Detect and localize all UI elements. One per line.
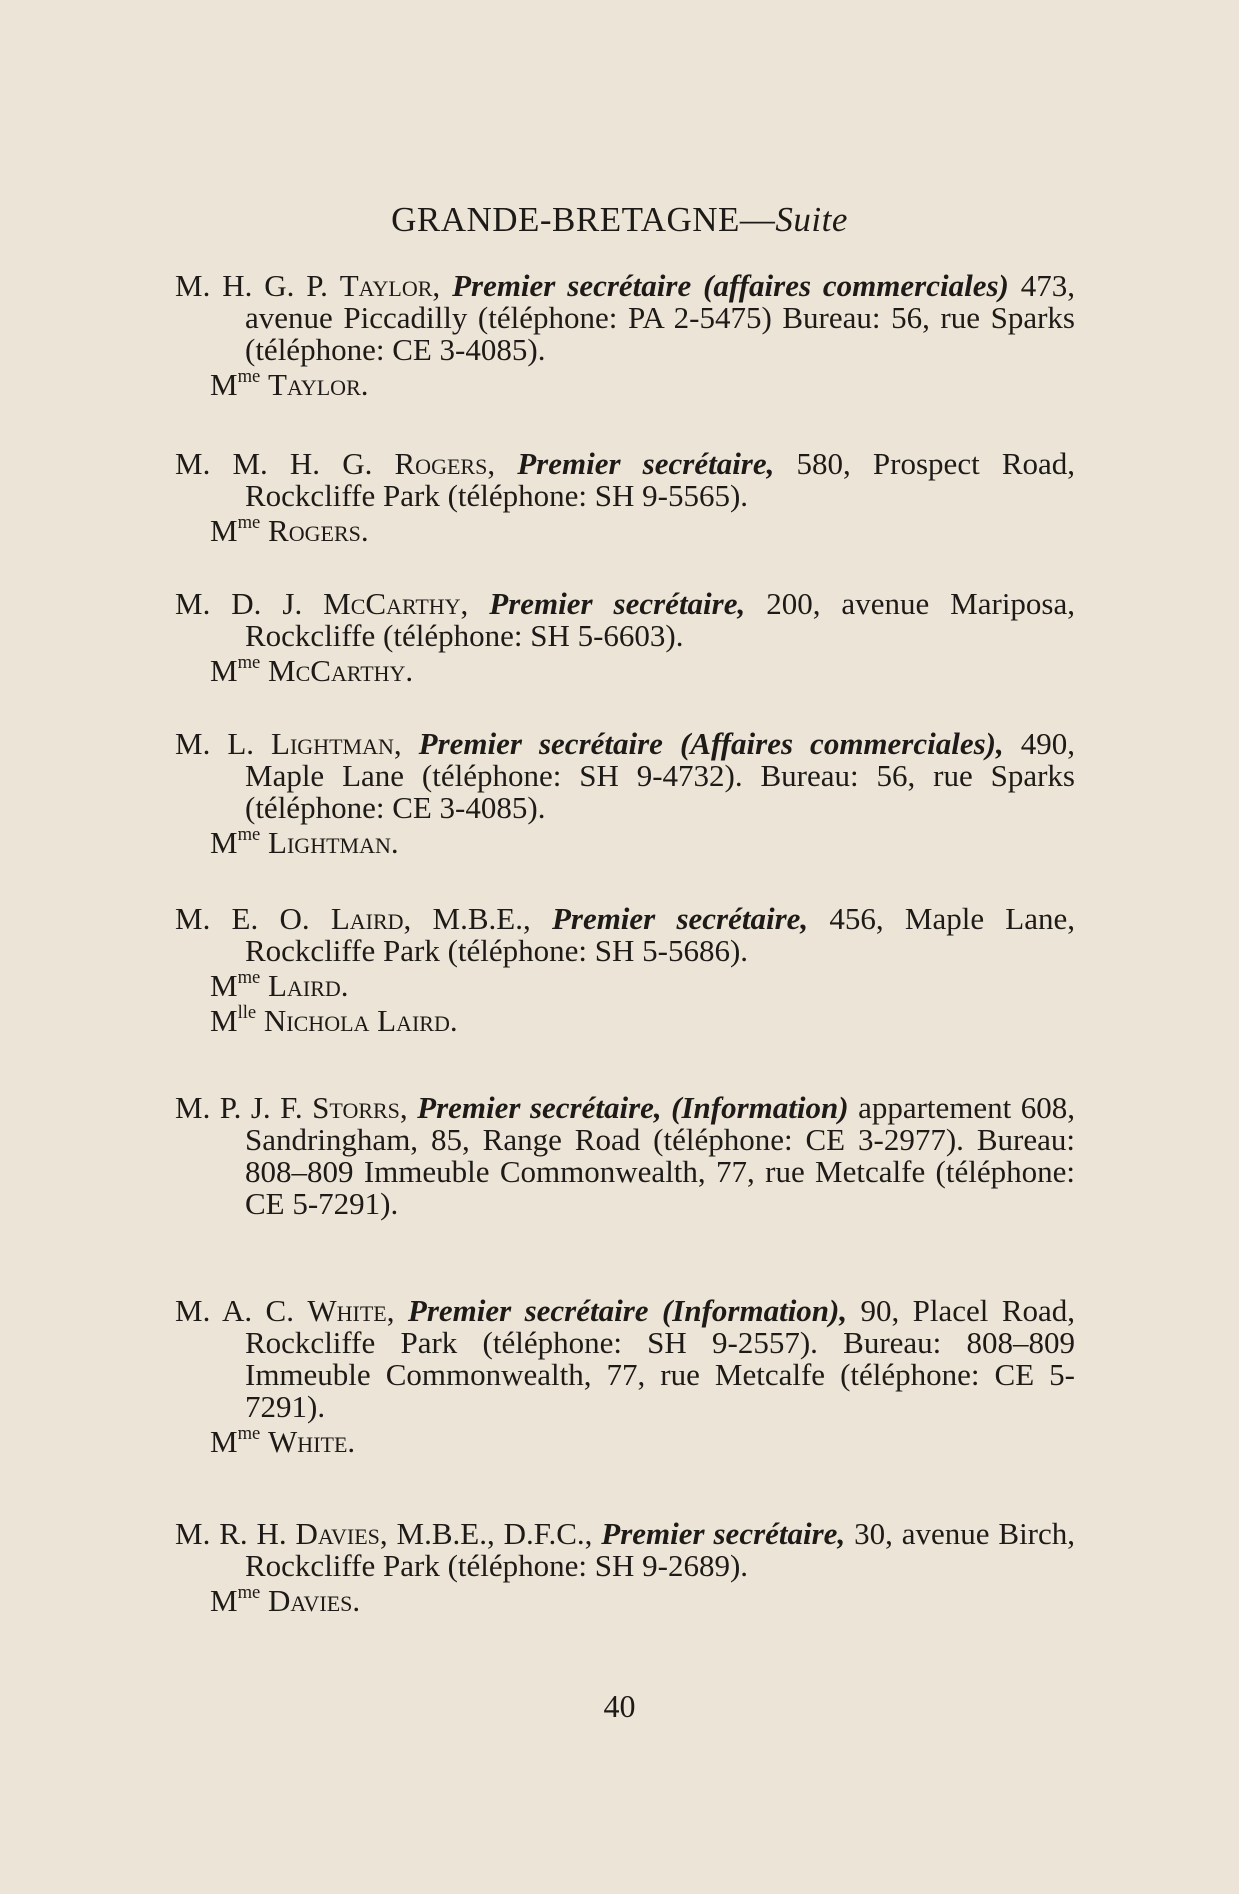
entry-honours: ,	[393, 726, 419, 761]
entry-prefix: M. H. G. P.	[175, 268, 340, 303]
spouse-title-sup: me	[237, 966, 261, 988]
entry-title: Premier secrétaire,	[517, 446, 775, 481]
spouse-suffix: .	[390, 825, 399, 860]
directory-entry	[175, 903, 1075, 1037]
spouse-suffix: .	[352, 1583, 361, 1618]
spouse-suffix: .	[405, 653, 414, 688]
spouse-suffix: .	[360, 367, 369, 402]
entry-prefix: M. E. O.	[175, 901, 331, 936]
page-header	[0, 200, 1239, 240]
entry-main-text	[175, 588, 1075, 652]
spouse-name: Nichola Laird	[263, 1003, 450, 1038]
spouse-prefix: M	[210, 1583, 238, 1618]
entry-title: Premier secrétaire,	[489, 586, 746, 621]
spouse-title-sup: me	[237, 511, 261, 533]
spouse-line	[175, 511, 1075, 548]
entry-name: Davies	[295, 1516, 380, 1551]
spouse-name: Laird	[268, 968, 341, 1003]
entry-title: Premier secrétaire,	[601, 1516, 846, 1551]
spouse-line	[175, 651, 1075, 688]
directory-entry	[175, 1295, 1075, 1458]
entry-prefix: M. L.	[175, 726, 272, 761]
entry-honours: ,	[399, 1090, 418, 1125]
entry-main-text	[175, 270, 1075, 366]
directory-entry	[175, 1092, 1075, 1220]
spouse-prefix: M	[210, 825, 238, 860]
spouse-line	[175, 365, 1075, 402]
spouse-line	[175, 1001, 1075, 1038]
spouse-prefix: M	[210, 367, 238, 402]
entry-title: Premier secrétaire,	[551, 901, 809, 936]
spouse-title-sup: me	[237, 365, 261, 387]
entry-details: 456, Maple Lane, Rockcliffe Park (téléphone: SH 5-5686).	[245, 901, 1076, 968]
entry-prefix: M. D. J.	[175, 586, 324, 621]
spouse-title-sup: me	[237, 1581, 261, 1603]
entry-honours: ,	[432, 268, 453, 303]
directory-entry	[175, 270, 1075, 401]
spouse-name: McCarthy	[268, 653, 406, 688]
entry-main-text	[175, 448, 1075, 512]
entry-name: Lightman	[271, 726, 394, 761]
spouse-name: Rogers	[268, 513, 361, 548]
spouse-suffix: .	[360, 513, 369, 548]
entry-details: 30, avenue Birch, Rockcliffe Park (téléphone: SH 9-2689).	[245, 1516, 1076, 1583]
spouse-suffix: .	[449, 1003, 458, 1038]
entry-details: 580, Prospect Road, Rockcliffe Park (téléphone: SH 9-5565).	[245, 446, 1076, 513]
spouse-prefix: M	[210, 513, 238, 548]
entry-honours: ,	[386, 1293, 408, 1328]
spouse-name: White	[268, 1424, 348, 1459]
entry-prefix: M. P. J. F.	[175, 1090, 313, 1125]
entry-details: 200, avenue Mariposa, Rockcliffe (téléphone: SH 5-6603).	[245, 586, 1076, 653]
entry-main-text	[175, 903, 1075, 967]
spouse-prefix: M	[210, 1003, 238, 1038]
directory-entry	[175, 588, 1075, 687]
spouse-line	[175, 966, 1075, 1003]
entry-prefix: M. R. H.	[175, 1516, 296, 1551]
entry-main-text	[175, 728, 1075, 824]
page-number: 40	[603, 1688, 636, 1724]
spouse-line	[175, 823, 1075, 860]
entry-honours: , M.B.E.,	[403, 901, 552, 936]
spouse-suffix: .	[340, 968, 349, 1003]
entry-honours: , M.B.E., D.F.C.,	[379, 1516, 602, 1551]
spouse-title-sup: me	[237, 1422, 261, 1444]
entry-details: 490, Maple Lane (téléphone: SH 9-4732). Bureau: 56, rue Sparks (téléphone: CE 3-4085).	[245, 726, 1076, 825]
entry-name: Storrs	[312, 1090, 400, 1125]
spouse-line	[175, 1581, 1075, 1618]
entry-name: Taylor	[339, 268, 433, 303]
spouse-title-sup: me	[237, 823, 261, 845]
spouse-name: Lightman	[268, 825, 391, 860]
entry-title: Premier secrétaire (affaires commerciales)	[452, 268, 1009, 303]
spouse-prefix: M	[210, 653, 238, 688]
entry-name: White	[307, 1293, 387, 1328]
entry-title: Premier secrétaire, (Information)	[417, 1090, 849, 1125]
entry-honours: ,	[487, 446, 518, 481]
entry-prefix: M. M. H. G.	[175, 446, 395, 481]
entry-main-text	[175, 1295, 1075, 1423]
spouse-prefix: M	[210, 1424, 238, 1459]
spouse-prefix: M	[210, 968, 238, 1003]
directory-entry	[175, 1518, 1075, 1617]
entry-title: Premier secrétaire (Affaires commerciales),	[418, 726, 1004, 761]
entry-title: Premier secrétaire (Information),	[407, 1293, 848, 1328]
header-title: GRANDE-BRETAGNE—	[391, 200, 776, 239]
header-suite: Suite	[775, 200, 848, 239]
directory-entry	[175, 448, 1075, 547]
directory-entry	[175, 728, 1075, 859]
entry-details: 90, Placel Road, Rockcliffe Park (téléphone: SH 9-2557). Bureau: 808–809 Immeuble Commonwealth, 77, rue Metcalfe (téléphone: CE 5-7291).	[245, 1293, 1076, 1424]
entry-main-text	[175, 1518, 1075, 1582]
spouse-title-sup: me	[237, 651, 261, 673]
entry-prefix: M. A. C.	[175, 1293, 308, 1328]
entry-main-text	[175, 1092, 1075, 1220]
entry-details: appartement 608, Sandringham, 85, Range Road (téléphone: CE 3-2977). Bureau: 808–809 Immeuble Commonwealth, 77, rue Metcalfe (téléphone: CE 5-7291).	[245, 1090, 1076, 1221]
entry-details: 473, avenue Piccadilly (téléphone: PA 2-5475) Bureau: 56, rue Sparks (téléphone: CE 3-4085).	[245, 268, 1075, 367]
spouse-line	[175, 1422, 1075, 1459]
spouse-name: Taylor	[268, 367, 361, 402]
entry-name: Rogers	[394, 446, 488, 481]
entry-name: McCarthy	[323, 586, 461, 621]
spouse-name: Davies	[268, 1583, 353, 1618]
entry-honours: ,	[460, 586, 490, 621]
spouse-suffix: .	[347, 1424, 356, 1459]
spouse-title-sup: lle	[237, 1001, 257, 1023]
entry-name: Laird	[330, 901, 404, 936]
